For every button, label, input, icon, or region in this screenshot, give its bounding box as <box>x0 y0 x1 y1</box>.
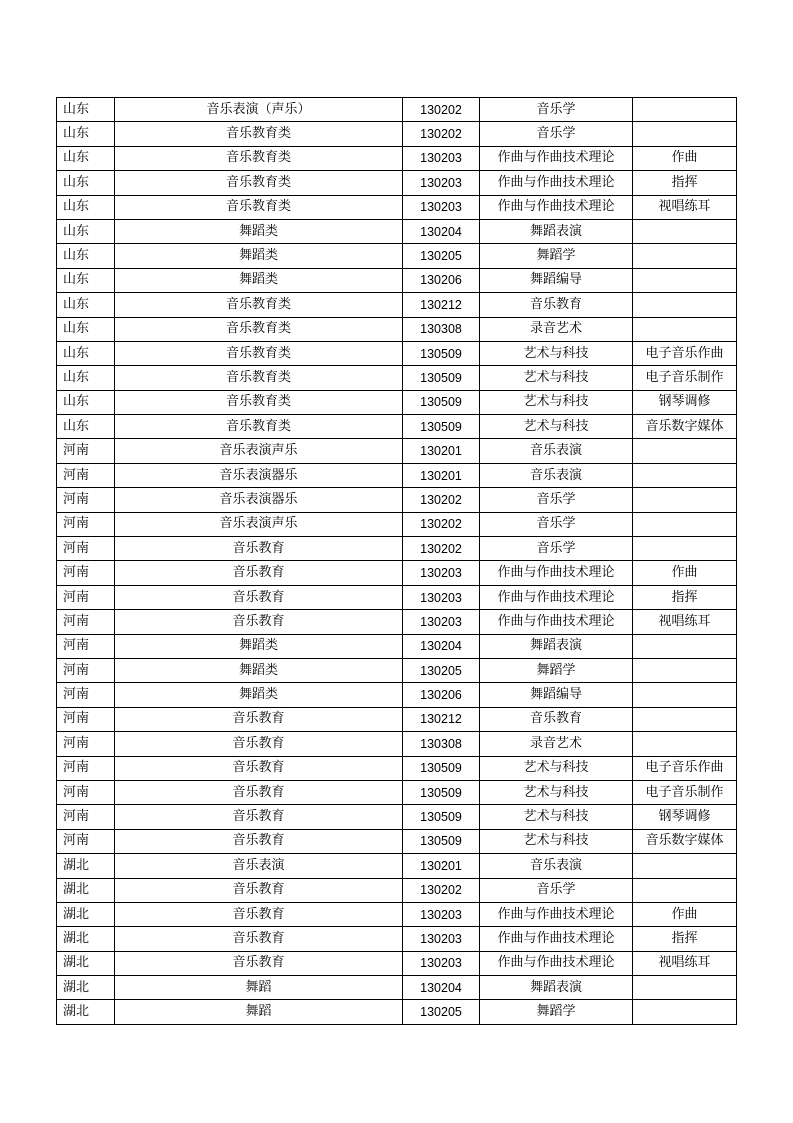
major-code-cell: 130308 <box>403 317 480 341</box>
province-cell: 湖北 <box>57 1000 115 1024</box>
category-cell: 音乐教育类 <box>115 341 403 365</box>
province-cell: 河南 <box>57 561 115 585</box>
major-code-cell: 130203 <box>403 902 480 926</box>
major-code-cell: 130509 <box>403 805 480 829</box>
direction-cell <box>633 512 737 536</box>
major-code-cell: 130205 <box>403 244 480 268</box>
direction-cell <box>633 244 737 268</box>
category-cell: 音乐教育 <box>115 732 403 756</box>
province-cell: 山东 <box>57 341 115 365</box>
category-cell: 音乐教育类 <box>115 293 403 317</box>
category-cell: 音乐教育 <box>115 585 403 609</box>
major-code-cell: 130202 <box>403 122 480 146</box>
category-cell: 音乐表演 <box>115 854 403 878</box>
admissions-table <box>56 97 737 1025</box>
table-row <box>57 658 737 682</box>
major-code-cell: 130509 <box>403 390 480 414</box>
province-cell: 湖北 <box>57 927 115 951</box>
major-name-cell: 音乐表演 <box>480 439 633 463</box>
direction-cell <box>633 854 737 878</box>
direction-cell: 视唱练耳 <box>633 951 737 975</box>
province-cell: 湖北 <box>57 902 115 926</box>
province-cell: 山东 <box>57 366 115 390</box>
category-cell: 音乐教育 <box>115 756 403 780</box>
table-row <box>57 293 737 317</box>
table-row <box>57 951 737 975</box>
category-cell: 音乐教育 <box>115 561 403 585</box>
table-row <box>57 976 737 1000</box>
table-row <box>57 390 737 414</box>
table-row <box>57 756 737 780</box>
table-row <box>57 122 737 146</box>
category-cell: 舞蹈类 <box>115 683 403 707</box>
category-cell: 舞蹈类 <box>115 634 403 658</box>
major-code-cell: 130205 <box>403 1000 480 1024</box>
major-name-cell: 艺术与科技 <box>480 390 633 414</box>
direction-cell <box>633 976 737 1000</box>
category-cell: 音乐教育类 <box>115 171 403 195</box>
document-table-container <box>56 97 737 1025</box>
major-code-cell: 130509 <box>403 756 480 780</box>
province-cell: 河南 <box>57 780 115 804</box>
direction-cell: 电子音乐制作 <box>633 366 737 390</box>
major-name-cell: 音乐学 <box>480 878 633 902</box>
major-code-cell: 130509 <box>403 829 480 853</box>
direction-cell <box>633 488 737 512</box>
province-cell: 河南 <box>57 537 115 561</box>
category-cell: 音乐教育类 <box>115 122 403 146</box>
direction-cell <box>633 683 737 707</box>
direction-cell: 指挥 <box>633 927 737 951</box>
major-name-cell: 艺术与科技 <box>480 780 633 804</box>
category-cell: 音乐表演声乐 <box>115 439 403 463</box>
major-code-cell: 130202 <box>403 512 480 536</box>
major-code-cell: 130201 <box>403 439 480 463</box>
table-row <box>57 780 737 804</box>
major-name-cell: 音乐学 <box>480 488 633 512</box>
major-name-cell: 作曲与作曲技术理论 <box>480 610 633 634</box>
direction-cell: 电子音乐制作 <box>633 780 737 804</box>
category-cell: 音乐教育 <box>115 805 403 829</box>
province-cell: 河南 <box>57 488 115 512</box>
direction-cell: 电子音乐作曲 <box>633 341 737 365</box>
province-cell: 湖北 <box>57 951 115 975</box>
table-row <box>57 98 737 122</box>
province-cell: 河南 <box>57 707 115 731</box>
province-cell: 山东 <box>57 268 115 292</box>
major-name-cell: 舞蹈表演 <box>480 219 633 243</box>
table-row <box>57 854 737 878</box>
category-cell: 音乐表演器乐 <box>115 463 403 487</box>
category-cell: 舞蹈 <box>115 976 403 1000</box>
category-cell: 音乐教育 <box>115 878 403 902</box>
major-code-cell: 130212 <box>403 293 480 317</box>
category-cell: 音乐表演（声乐） <box>115 98 403 122</box>
major-name-cell: 作曲与作曲技术理论 <box>480 195 633 219</box>
province-cell: 山东 <box>57 415 115 439</box>
province-cell: 山东 <box>57 171 115 195</box>
major-code-cell: 130202 <box>403 98 480 122</box>
direction-cell: 音乐数字媒体 <box>633 415 737 439</box>
table-row <box>57 707 737 731</box>
major-code-cell: 130203 <box>403 951 480 975</box>
major-code-cell: 130205 <box>403 658 480 682</box>
direction-cell <box>633 293 737 317</box>
major-name-cell: 音乐教育 <box>480 293 633 317</box>
major-code-cell: 130201 <box>403 854 480 878</box>
major-code-cell: 130308 <box>403 732 480 756</box>
major-code-cell: 130201 <box>403 463 480 487</box>
major-code-cell: 130206 <box>403 683 480 707</box>
province-cell: 山东 <box>57 219 115 243</box>
province-cell: 湖北 <box>57 976 115 1000</box>
table-row <box>57 146 737 170</box>
major-name-cell: 作曲与作曲技术理论 <box>480 585 633 609</box>
major-name-cell: 音乐学 <box>480 98 633 122</box>
category-cell: 音乐教育 <box>115 829 403 853</box>
major-code-cell: 130203 <box>403 561 480 585</box>
province-cell: 河南 <box>57 756 115 780</box>
province-cell: 山东 <box>57 293 115 317</box>
province-cell: 河南 <box>57 463 115 487</box>
table-row <box>57 1000 737 1024</box>
major-name-cell: 作曲与作曲技术理论 <box>480 902 633 926</box>
province-cell: 山东 <box>57 244 115 268</box>
category-cell: 音乐表演器乐 <box>115 488 403 512</box>
table-row <box>57 683 737 707</box>
direction-cell: 作曲 <box>633 902 737 926</box>
category-cell: 音乐教育类 <box>115 317 403 341</box>
table-row <box>57 829 737 853</box>
direction-cell <box>633 1000 737 1024</box>
category-cell: 音乐表演声乐 <box>115 512 403 536</box>
major-code-cell: 130212 <box>403 707 480 731</box>
table-row <box>57 317 737 341</box>
province-cell: 河南 <box>57 610 115 634</box>
major-name-cell: 舞蹈学 <box>480 658 633 682</box>
table-row <box>57 610 737 634</box>
category-cell: 音乐教育类 <box>115 390 403 414</box>
table-row <box>57 878 737 902</box>
province-cell: 湖北 <box>57 878 115 902</box>
major-name-cell: 艺术与科技 <box>480 805 633 829</box>
major-code-cell: 130509 <box>403 341 480 365</box>
direction-cell <box>633 537 737 561</box>
table-row <box>57 902 737 926</box>
direction-cell: 指挥 <box>633 585 737 609</box>
major-name-cell: 舞蹈编导 <box>480 683 633 707</box>
category-cell: 音乐教育 <box>115 537 403 561</box>
direction-cell: 视唱练耳 <box>633 195 737 219</box>
table-row <box>57 585 737 609</box>
major-name-cell: 音乐学 <box>480 512 633 536</box>
province-cell: 山东 <box>57 146 115 170</box>
major-code-cell: 130206 <box>403 268 480 292</box>
province-cell: 山东 <box>57 390 115 414</box>
province-cell: 河南 <box>57 829 115 853</box>
direction-cell <box>633 317 737 341</box>
major-code-cell: 130204 <box>403 219 480 243</box>
table-row <box>57 927 737 951</box>
major-name-cell: 音乐教育 <box>480 707 633 731</box>
table-row <box>57 366 737 390</box>
major-name-cell: 录音艺术 <box>480 732 633 756</box>
direction-cell: 电子音乐作曲 <box>633 756 737 780</box>
major-code-cell: 130203 <box>403 171 480 195</box>
major-name-cell: 舞蹈学 <box>480 1000 633 1024</box>
major-code-cell: 130204 <box>403 976 480 1000</box>
category-cell: 音乐教育类 <box>115 195 403 219</box>
category-cell: 音乐教育 <box>115 610 403 634</box>
province-cell: 河南 <box>57 805 115 829</box>
major-name-cell: 舞蹈编导 <box>480 268 633 292</box>
category-cell: 音乐教育 <box>115 780 403 804</box>
category-cell: 音乐教育 <box>115 951 403 975</box>
major-code-cell: 130509 <box>403 415 480 439</box>
province-cell: 山东 <box>57 317 115 341</box>
major-name-cell: 艺术与科技 <box>480 341 633 365</box>
major-name-cell: 作曲与作曲技术理论 <box>480 927 633 951</box>
major-code-cell: 130509 <box>403 780 480 804</box>
direction-cell <box>633 707 737 731</box>
major-code-cell: 130202 <box>403 488 480 512</box>
category-cell: 舞蹈类 <box>115 219 403 243</box>
category-cell: 音乐教育类 <box>115 146 403 170</box>
major-name-cell: 音乐表演 <box>480 854 633 878</box>
table-row <box>57 195 737 219</box>
province-cell: 河南 <box>57 683 115 707</box>
major-code-cell: 130202 <box>403 537 480 561</box>
category-cell: 音乐教育 <box>115 707 403 731</box>
direction-cell <box>633 122 737 146</box>
category-cell: 音乐教育 <box>115 927 403 951</box>
major-name-cell: 作曲与作曲技术理论 <box>480 146 633 170</box>
category-cell: 音乐教育类 <box>115 366 403 390</box>
direction-cell: 钢琴调修 <box>633 390 737 414</box>
major-name-cell: 舞蹈表演 <box>480 976 633 1000</box>
table-body <box>57 98 737 1025</box>
major-name-cell: 艺术与科技 <box>480 829 633 853</box>
major-name-cell: 舞蹈学 <box>480 244 633 268</box>
province-cell: 山东 <box>57 195 115 219</box>
direction-cell <box>633 732 737 756</box>
direction-cell <box>633 658 737 682</box>
direction-cell <box>633 463 737 487</box>
direction-cell <box>633 98 737 122</box>
category-cell: 舞蹈类 <box>115 244 403 268</box>
major-name-cell: 录音艺术 <box>480 317 633 341</box>
table-row <box>57 634 737 658</box>
major-code-cell: 130203 <box>403 927 480 951</box>
table-row <box>57 268 737 292</box>
major-name-cell: 舞蹈表演 <box>480 634 633 658</box>
major-name-cell: 音乐学 <box>480 537 633 561</box>
major-code-cell: 130203 <box>403 610 480 634</box>
table-row <box>57 463 737 487</box>
direction-cell: 指挥 <box>633 171 737 195</box>
table-row <box>57 439 737 463</box>
major-code-cell: 130203 <box>403 146 480 170</box>
major-name-cell: 艺术与科技 <box>480 756 633 780</box>
direction-cell: 音乐数字媒体 <box>633 829 737 853</box>
major-name-cell: 音乐学 <box>480 122 633 146</box>
province-cell: 山东 <box>57 122 115 146</box>
province-cell: 山东 <box>57 98 115 122</box>
table-row <box>57 341 737 365</box>
table-row <box>57 219 737 243</box>
table-row <box>57 537 737 561</box>
direction-cell: 作曲 <box>633 146 737 170</box>
major-code-cell: 130203 <box>403 585 480 609</box>
province-cell: 河南 <box>57 658 115 682</box>
major-name-cell: 音乐表演 <box>480 463 633 487</box>
major-code-cell: 130204 <box>403 634 480 658</box>
direction-cell <box>633 219 737 243</box>
direction-cell: 视唱练耳 <box>633 610 737 634</box>
table-row <box>57 805 737 829</box>
direction-cell: 钢琴调修 <box>633 805 737 829</box>
major-name-cell: 作曲与作曲技术理论 <box>480 951 633 975</box>
direction-cell: 作曲 <box>633 561 737 585</box>
major-code-cell: 130203 <box>403 195 480 219</box>
major-name-cell: 艺术与科技 <box>480 366 633 390</box>
major-name-cell: 作曲与作曲技术理论 <box>480 171 633 195</box>
table-row <box>57 512 737 536</box>
category-cell: 音乐教育类 <box>115 415 403 439</box>
table-row <box>57 244 737 268</box>
province-cell: 河南 <box>57 634 115 658</box>
direction-cell <box>633 634 737 658</box>
province-cell: 河南 <box>57 512 115 536</box>
category-cell: 舞蹈类 <box>115 658 403 682</box>
major-name-cell: 艺术与科技 <box>480 415 633 439</box>
major-name-cell: 作曲与作曲技术理论 <box>480 561 633 585</box>
province-cell: 河南 <box>57 439 115 463</box>
major-code-cell: 130509 <box>403 366 480 390</box>
direction-cell <box>633 878 737 902</box>
province-cell: 湖北 <box>57 854 115 878</box>
table-row <box>57 561 737 585</box>
category-cell: 舞蹈类 <box>115 268 403 292</box>
major-code-cell: 130202 <box>403 878 480 902</box>
direction-cell <box>633 268 737 292</box>
direction-cell <box>633 439 737 463</box>
category-cell: 音乐教育 <box>115 902 403 926</box>
province-cell: 河南 <box>57 732 115 756</box>
category-cell: 舞蹈 <box>115 1000 403 1024</box>
table-row <box>57 732 737 756</box>
table-row <box>57 171 737 195</box>
table-row <box>57 415 737 439</box>
table-row <box>57 488 737 512</box>
province-cell: 河南 <box>57 585 115 609</box>
